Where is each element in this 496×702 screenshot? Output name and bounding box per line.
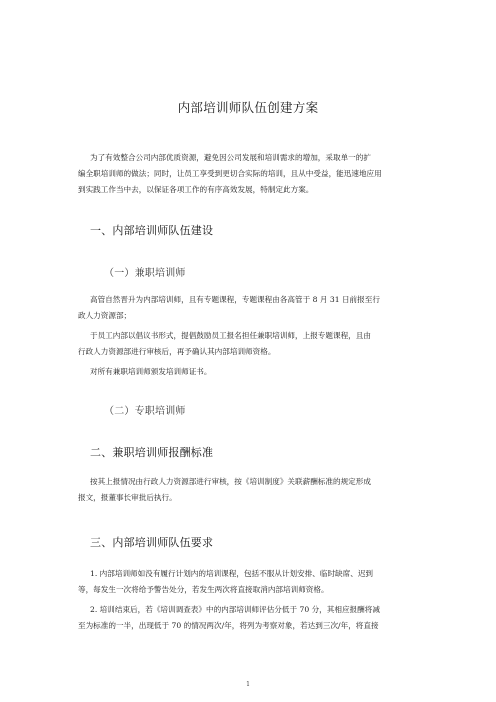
s1p1-line-1: 高管自然晋升为内部培训师，且有专题课程，专题课程由各高管于 8 月 31 日前报至行 (90, 295, 380, 304)
section-1-para-1 (78, 292, 410, 324)
s3p2-line-2: 至为标准的一半，出现低于 70 的情况两次/年，将列为考察对象，若达到三次/年，将直接 (78, 621, 379, 630)
s3p1-line-1: 1. 内部培训师如没有履行计划内的培训课程，包括不服从计划安排、临时缺席、迟到 (90, 569, 374, 578)
s3p2-line-1: 2. 培训结束后，若《培训调查表》中的内部培训师评估分低于 70 分，其相应报酬将减 (90, 605, 380, 614)
section-1-sub-1: （一）兼职培训师 (104, 268, 186, 279)
s1p3-line-1: 对所有兼职培训师颁发培训师证书。 (90, 367, 212, 376)
section-3-para-2 (78, 602, 410, 634)
section-1-para-3 (90, 364, 410, 380)
section-1-para-2 (78, 328, 410, 360)
section-3-heading: 三、内部培训师队伍要求 (90, 536, 214, 549)
intro-paragraph (78, 150, 410, 198)
section-2-heading: 二、兼职培训师报酬标准 (90, 446, 214, 459)
intro-line-3: 到实践工作当中去，以保证各项工作的有序高效发展，特制定此方案。 (78, 185, 314, 194)
intro-line-2: 编全职培训师的做法；同时，让员工享受到更切合实际的培训，且从中受益，能迅速地应用 (78, 169, 382, 178)
section-2-para-1 (78, 474, 410, 506)
s2p1-line-1: 按其上报情况由行政人力资源部进行审核，按《培训制度》关联薪酬标准的规定形成 (90, 477, 371, 486)
section-1-sub-2: （二）专职培训师 (104, 406, 186, 417)
s3p1-line-2: 等，每发生一次将给予警告处分，若发生两次将直接取消内部培训师资格。 (78, 585, 329, 594)
document-title: 内部培训师队伍创建方案 (177, 100, 319, 115)
s1p1-line-2: 政人力资源部； (78, 311, 132, 320)
section-1-heading: 一、内部培训师队伍建设 (90, 224, 214, 237)
page-number: 1 (246, 681, 250, 688)
s1p2-line-2: 行政人力资源部进行审核后，再予确认其内部培训师资格。 (78, 347, 276, 356)
s1p2-line-1: 于员工内部以倡议书形式，提倡鼓励员工报名担任兼职培训师，上报专题课程，且由 (90, 331, 371, 340)
s2p1-line-2: 报文，报董事长审批后执行。 (78, 493, 177, 502)
section-3-para-1 (78, 566, 410, 598)
intro-line-1: 为了有效整合公司内部优质资源，避免因公司发展和培训需求的增加，采取单一的扩 (90, 153, 371, 162)
